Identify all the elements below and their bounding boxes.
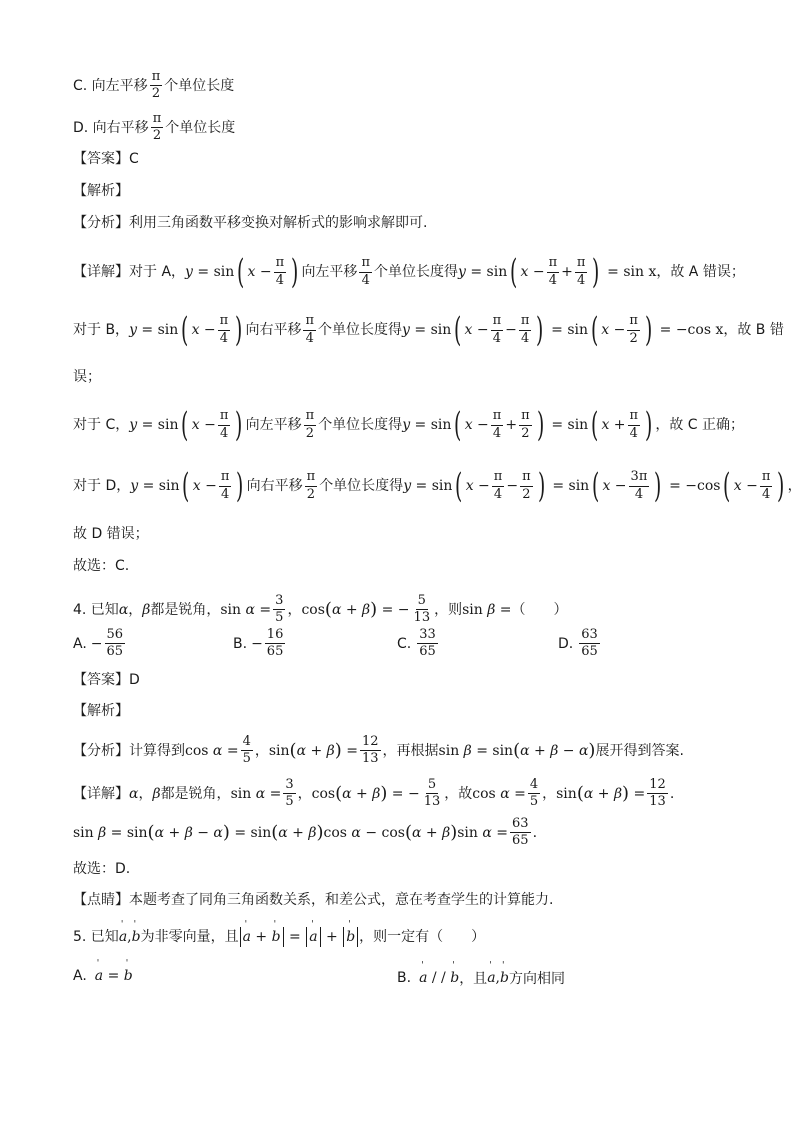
xiangjie-mid: 都是锐角， [160,785,231,802]
q4-option-a[interactable] [73,628,127,660]
formula: y = sin ( x − $\frac{\pi}{4}$ + $\frac{\pi}{2}$ ) = sin ( x + $\frac{\pi}{4}$ ) [402,405,653,445]
q4-answer [73,673,140,687]
analysis-tag: 【解析】 [73,703,129,719]
formula: cos ( α + β ) = − $\frac{5}{13}$ [311,777,441,810]
formula: y = sin ( x − $\frac{\pi}{4}$ − $\frac{\pi}{4}$ ) = sin ( x − $\frac{\pi}{2}$ ) = −cos x [402,310,724,350]
answer-tag: 【答案】 [73,151,129,167]
option-b-tail: 方向相同 [508,971,565,987]
q4-dianjing [73,893,553,907]
case-b-result: −cos x [675,322,724,338]
case-a-unit: 个单位长度得 [373,264,458,280]
option-letter: B. [397,970,412,986]
beta: β [142,601,151,618]
choose-text: 故选：D. [73,861,131,877]
formula: y = sin ( x − $\frac{\pi}{4}$ ) [185,252,299,292]
option-letter: C. [397,635,412,652]
formula: y = sin ( x − $\frac{\pi}{4}$ ) [129,405,243,445]
q4-xiangjie: 【详解】 α ， β 都是锐角， sin α = $\frac{3}{5}$ ， cos ( α + β ) = − $\frac{5}{13}$ ，故 cos α = $\frac{4}{5}$ ， sin ( α + β ) = $\frac{12}{13}$ . [73,777,675,810]
q4-prefix: 4. 已知 [73,601,119,618]
q3-case-c [73,405,745,445]
fenxi-tail: 展开得到答案. [595,742,684,759]
q4-then: ，则 [434,601,463,618]
q3-case-d [73,466,802,506]
alpha: α [129,785,139,802]
q5-option-b[interactable]: B. ' a / / ' b ，且 ' a , ' b 方向相同 [397,968,565,988]
fraction: $\frac{16}{65}$ [266,627,284,660]
case-c-prefix: 对于 C， [73,417,130,433]
fraction: $\frac{\pi}{2}$ [151,69,161,102]
q5-option-a[interactable] [73,968,133,984]
option-d-label: D. 向右平移 [73,119,149,136]
fraction: $\frac{\pi}{2}$ [305,408,315,441]
formula: sin β = sin ( α + β − α ) = sin ( α + β ) cos α − cos ( α + β ) sin α = $\frac{63}{65}$ . [73,816,538,849]
formula: y = sin ( x − $\frac{\pi}{4}$ ) [129,310,243,350]
case-a-shift: 向左平移 [301,264,358,280]
q5-prefix: 5. 已知 [73,929,119,945]
dianjing-tag: 【点睛】 [73,892,129,908]
q3-fenxi [73,216,427,230]
q3-case-b [73,310,784,350]
option-letter: A. [73,968,87,984]
q3-answer [73,152,139,166]
q3-case-d-cont [73,527,149,541]
vector-a: ' a [119,930,127,944]
q3-case-a [73,252,745,292]
xiangjie-tag: 【详解】 [73,785,129,802]
q4-blank: （ ） [511,601,568,618]
answer-value: C [129,151,139,167]
case-b-prefix: 对于 B， [73,322,130,338]
case-b-tail: ，故 B 错 [723,322,784,338]
formula: y = sin ( x − $\frac{\pi}{4}$ ) [130,466,244,506]
option-sign: − [90,635,103,652]
q4-mid: 都是锐角， [150,601,221,618]
fraction: $\frac{\pi}{2}$ [152,111,162,144]
case-d-prefix: 对于 D， [73,478,131,494]
vector-b: ' b [132,930,141,944]
formula: sin ( α + β ) = $\frac{12}{13}$ [268,734,379,767]
case-c-unit: 个单位长度得 [318,417,403,433]
vector-a: ' a [487,970,495,986]
case-b-unit: 个单位长度得 [318,322,403,338]
answer-value: D [129,672,140,688]
option-d-suffix: 个单位长度 [165,119,236,136]
analysis-tag: 【解析】 [73,183,129,199]
beta: β [152,785,161,802]
dianjing-text: 本题考查了同角三角函数关系，和差公式，意在考查学生的计算能力. [129,892,554,908]
fraction: $\frac{\pi}{4}$ [305,313,315,346]
formula: ' a + ' b = ' a + ' b [239,927,360,947]
case-b-shift: 向右平移 [245,322,302,338]
formula: ' a / / ' b [419,970,459,986]
xiangjie-then: ，故 [444,785,473,802]
option-c-label: C. 向左平移 [73,77,148,94]
fenxi-text: 利用三角函数平移变换对解析式的影响求解即可. [129,215,428,231]
formula: y = sin ( x − $\frac{\pi}{4}$ − $\frac{\pi}{2}$ ) = sin ( x − $\frac{3\pi}{4}$ ) = −cos ( x − $\frac{\pi}{4}$ ) [403,466,785,506]
case-d-shift: 向右平移 [246,478,303,494]
fenxi-tag: 【分析】 [73,215,129,231]
case-d-tail2: 故 D 错误； [73,526,149,542]
option-letter: B. [233,635,248,652]
option-c-suffix: 个单位长度 [164,77,235,94]
option-letter: D. [558,635,574,652]
case-d-tail: ， [787,478,802,494]
q4-fenxi: 【分析】 计算得到 cos α = $\frac{4}{5}$ ， sin ( α + β ) = $\frac{12}{13}$ ，再根据 sin β = sin ( α + β − α ) 展开得到答案. [73,734,684,767]
q5-mid: 为非零向量，且 [140,929,239,945]
q4-option-b[interactable] [233,628,287,660]
q4-option-c[interactable] [397,628,440,660]
q4-expansion [73,817,537,849]
option-c-prev [73,70,234,102]
formula: cos α = $\frac{4}{5}$ [185,734,251,767]
formula: sin ( α + β ) = $\frac{12}{13}$ . [556,777,675,810]
q3-choose [73,559,129,573]
fenxi-tag: 【分析】 [73,742,129,759]
xiangjie-tag: 【详解】 [73,264,129,280]
q4-analysis-tag [73,704,129,718]
option-d-prev [73,112,235,144]
q5-tail: ，则一定有（ ） [359,929,486,945]
q4-option-d[interactable] [558,628,602,660]
fraction: $\frac{\pi}{4}$ [361,255,370,288]
formula: sin α = $\frac{3}{5}$ [230,777,294,810]
case-a-prefix: 对于 A， [129,264,186,280]
case-b-tail2: 误； [73,369,101,385]
case-c-shift: 向左平移 [245,417,302,433]
fraction: $\frac{63}{65}$ [581,627,598,660]
formula: cos ( α + β ) = − $\frac{5}{13}$ [301,593,431,626]
q4-choose [73,862,130,876]
formula: sin β = [462,601,512,618]
fenxi-prefix: 计算得到 [129,742,185,759]
alpha: α [118,601,129,618]
option-letter: A. [73,635,87,652]
answer-tag: 【答案】 [73,672,129,688]
fraction: $\frac{33}{65}$ [419,627,436,660]
case-a-result: sin x [623,264,657,280]
formula: sin β = sin ( α + β − α ) [438,739,596,761]
q3-analysis-tag [73,184,129,198]
case-d-unit: 个单位长度得 [319,478,404,494]
choose-text: 故选：C. [73,558,130,574]
q3-case-b-cont [73,370,101,384]
formula: sin α = $\frac{3}{5}$ [220,593,284,626]
option-sign: − [251,635,263,652]
case-c-tail: ，故 C 正确； [655,417,745,433]
case-a-tail: ，故 A 错误； [656,264,745,280]
formula: cos α = $\frac{4}{5}$ [472,777,539,810]
fenxi-mid: ，再根据 [382,742,439,759]
q5-stem: 5. 已知 ' a , ' b 为非零向量，且 ' a + ' b = ' a + ' b ，则一定有（ ） [73,927,485,947]
formula: ' a = ' b [95,968,133,984]
vector-b: ' b [500,970,509,986]
formula: y = sin ( x − $\frac{\pi}{4}$ + $\frac{\pi}{4}$ ) = sin x [457,252,657,292]
fraction: $\frac{\pi}{2}$ [306,469,316,502]
q4-stem: 4. 已知 α ， β 都是锐角， sin α = $\frac{3}{5}$ ， cos ( α + β ) = − $\frac{5}{13}$ ，则 sin β = （ ） [73,593,568,626]
fraction: $\frac{56}{65}$ [106,627,124,660]
option-b-mid: ，且 [459,971,488,987]
